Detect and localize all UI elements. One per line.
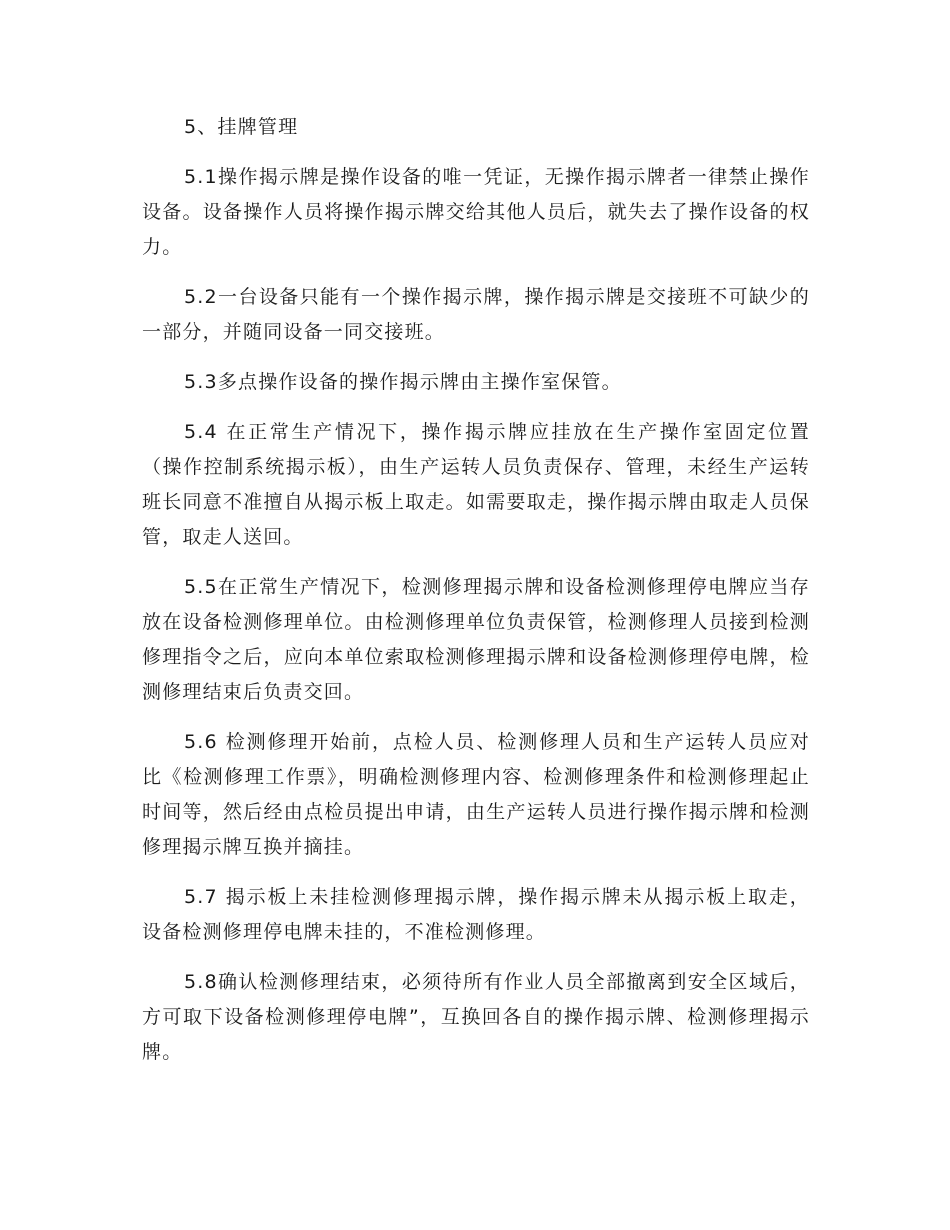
- paragraph-5-3: 5.3多点操作设备的操作揭示牌由主操作室保管。: [184, 371, 622, 393]
- paragraph-5-8: 5.8确认检测修理结束，必须待所有作业人员全部撤离到安全区域后，方可取下设备检测修理停电牌”，互换回各自的操作揭示牌、检测修理揭示牌。: [142, 971, 810, 1063]
- paragraph-5-6: 5.6 检测修理开始前，点检人员、检测修理人员和生产运转人员应对比《检测修理工作票》，明确检测修理内容、检测修理条件和检测修理起止时间等，然后经由点检员提出申请，由生产运转人员进行操作揭示牌和检测修理揭示牌互换并摘挂。: [142, 731, 810, 858]
- paragraph-5-2: 5.2一台设备只能有一个操作揭示牌，操作揭示牌是交接班不可缺少的一部分，并随同设备一同交接班。: [142, 286, 810, 343]
- paragraph-5-1: 5.1操作揭示牌是操作设备的唯一凭证，无操作揭示牌者一律禁止操作设备。设备操作人员将操作揭示牌交给其他人员后，就失去了操作设备的权力。: [142, 166, 810, 258]
- paragraph-5-7: 5.7 揭示板上未挂检测修理揭示牌，操作揭示牌未从揭示板上取走，设备检测修理停电牌未挂的，不准检测修理。: [142, 886, 810, 943]
- paragraph-5-4: 5.4 在正常生产情况下，操作揭示牌应挂放在生产操作室固定位置（操作控制系统揭示板），由生产运转人员负责保存、管理，未经生产运转班长同意不准擅自从揭示板上取走。如需要取走，操作揭示牌由取走人员保管，取走人送回。: [142, 421, 810, 548]
- document-body: [142, 110, 810, 1085]
- paragraph-5-5: 5.5在正常生产情况下，检测修理揭示牌和设备检测修理停电牌应当存放在设备检测修理单位。由检测修理单位负责保管，检测修理人员接到检测修理指令之后，应向本单位索取检测修理揭示牌和设备检测修理停电牌，检测修理结束后负责交回。: [142, 576, 810, 703]
- section-heading: 5、挂牌管理: [184, 116, 299, 138]
